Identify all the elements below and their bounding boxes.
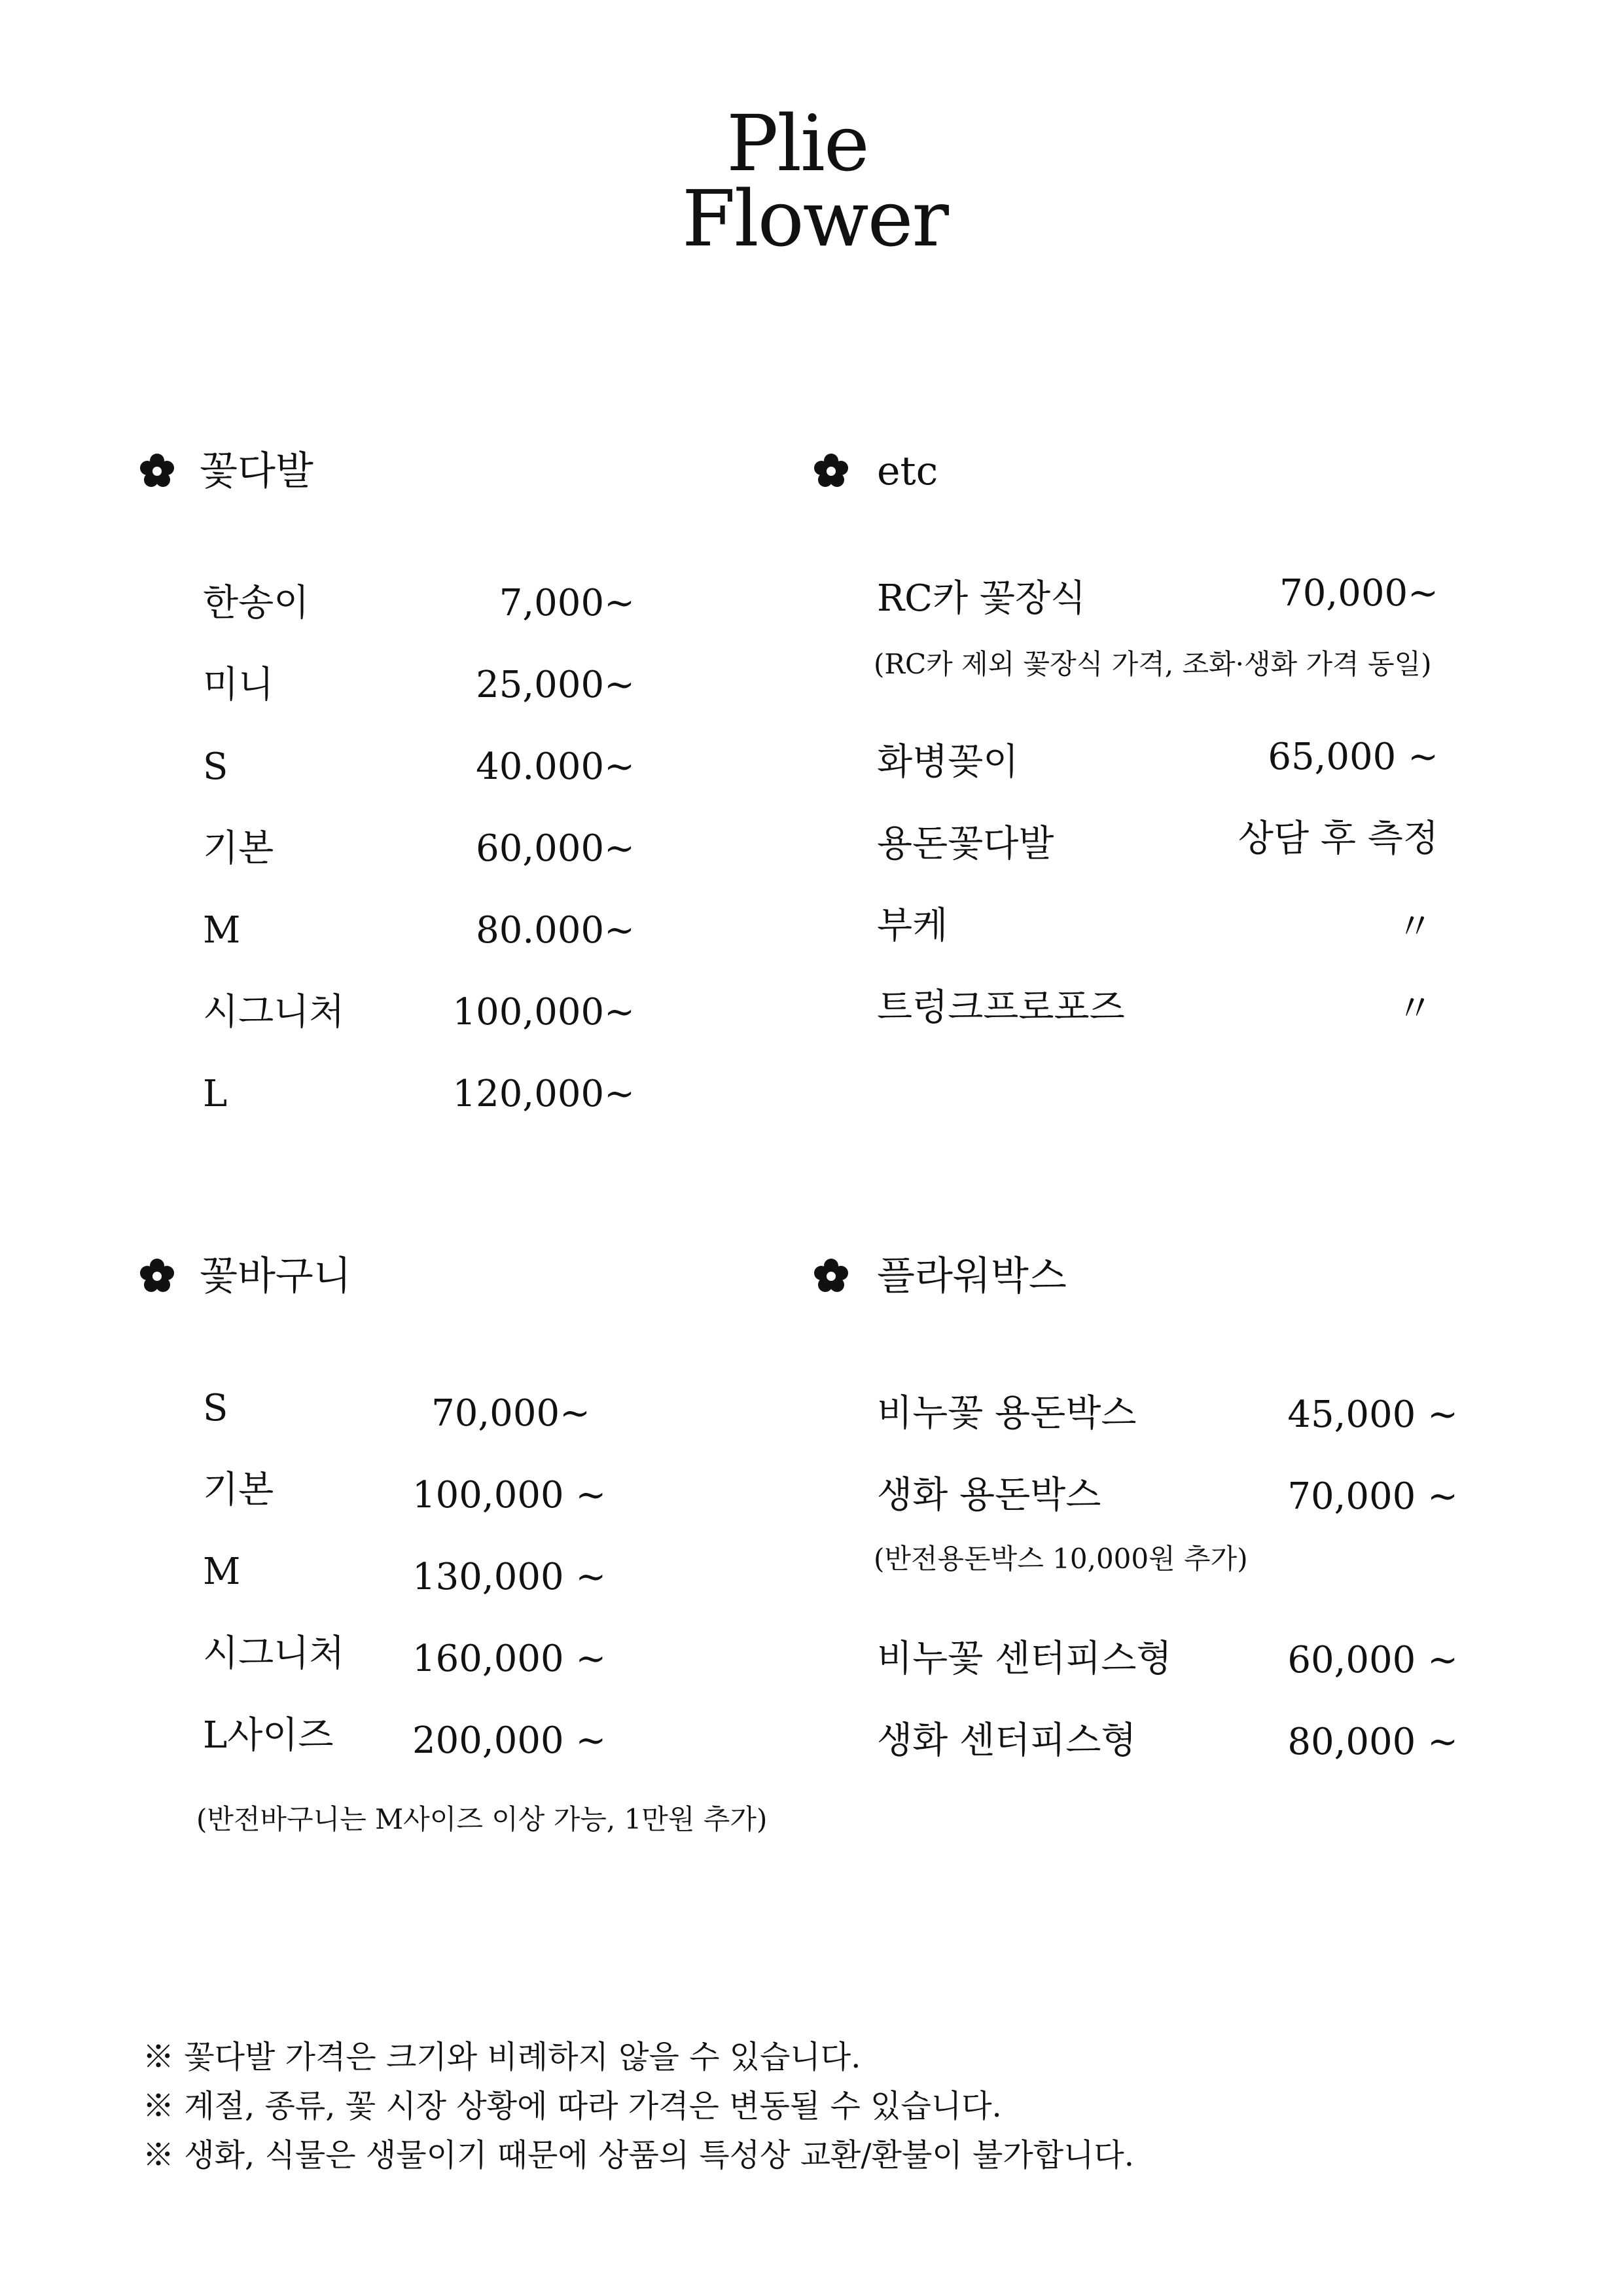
list-item-name: 시그니처 <box>203 1632 345 1675</box>
section-title-etc: etc <box>877 448 938 494</box>
list-item-price: 70,000~ <box>431 1392 590 1435</box>
list-item-name: 생화 용돈박스 <box>877 1474 1101 1516</box>
footer-note: ※ 생화, 식물은 생물이기 때문에 상품의 특성상 교환/환불이 불가합니다. <box>143 2137 1135 2174</box>
list-item-name: L <box>203 1073 228 1115</box>
list-item-price: 100,000 ~ <box>412 1474 607 1516</box>
list-item-price: 200,000 ~ <box>412 1719 607 1762</box>
list-item-name: 한송이 <box>203 582 310 624</box>
list-item-name: M <box>203 1551 241 1593</box>
basket-note: (반전바구니는 M사이즈 이상 가능, 1만원 추가) <box>196 1803 768 1835</box>
list-item-name: S <box>203 1387 228 1429</box>
list-item-name: 기본 <box>203 1469 274 1511</box>
list-item-name: 생화 센터피스형 <box>877 1719 1137 1762</box>
list-item-name: 용돈꽃다발 <box>877 823 1054 865</box>
list-item-name: 트렁크프로포즈 <box>877 986 1125 1029</box>
list-item-name: 부케 <box>877 905 948 947</box>
list-item-price: 130,000 ~ <box>412 1556 607 1598</box>
logo-line-2: Flower <box>682 173 948 264</box>
list-item-price: 100,000~ <box>452 991 635 1033</box>
list-item-name: 미니 <box>203 664 274 706</box>
list-item-name: L사이즈 <box>203 1714 334 1757</box>
list-item-price: 〃 <box>1397 988 1433 1030</box>
list-item-price: 45,000 ~ <box>1287 1393 1458 1436</box>
list-item-price: 80,000 ~ <box>1287 1721 1458 1763</box>
logo-line-1: Plie <box>726 98 868 188</box>
list-item-name: S <box>203 745 228 788</box>
list-item-name: 화병꽂이 <box>877 741 1019 783</box>
list-item-name: RC카 꽃장식 <box>877 577 1086 620</box>
etc-note: (RC카 제외 꽃장식 가격, 조화·생화 가격 동일) <box>874 648 1432 680</box>
section-title-flowerbox: 플라워박스 <box>877 1253 1067 1299</box>
logo <box>674 85 962 268</box>
list-item-price: 7,000~ <box>499 582 635 624</box>
flower-icon <box>139 1258 175 1295</box>
list-item-name: 시그니처 <box>203 991 345 1033</box>
footer-note: ※ 계절, 종류, 꽃 시장 상황에 따라 가격은 변동될 수 있습니다. <box>143 2088 1002 2125</box>
list-item-name: M <box>203 909 241 952</box>
list-item-name: 비누꽃 센터피스형 <box>877 1638 1172 1680</box>
list-item-price: 120,000~ <box>452 1073 635 1115</box>
list-item-price: 60,000 ~ <box>1287 1639 1458 1681</box>
list-item-price: 40.000~ <box>476 745 635 788</box>
list-item-price: 80.000~ <box>476 909 635 952</box>
flower-icon <box>139 453 175 490</box>
section-title-kkotdabal: 꽃다발 <box>200 448 313 494</box>
list-item-name: 기본 <box>203 827 274 870</box>
list-item-price: 〃 <box>1397 906 1433 948</box>
list-item-price: 60,000~ <box>476 827 635 870</box>
list-item-name: 비누꽃 용돈박스 <box>877 1392 1137 1435</box>
list-item-price: 65,000 ~ <box>1268 736 1438 778</box>
list-item-price: 70,000~ <box>1279 572 1438 615</box>
section-title-basket: 꽃바구니 <box>200 1253 351 1299</box>
list-item-price: 25,000~ <box>476 664 635 706</box>
flower-icon <box>813 453 849 490</box>
footer-note: ※ 꽃다발 가격은 크기와 비례하지 않을 수 있습니다. <box>143 2039 861 2075</box>
list-item-price: 70,000 ~ <box>1287 1475 1458 1518</box>
list-item-price: 상담 후 측정 <box>1238 817 1438 860</box>
flower-icon <box>813 1258 849 1295</box>
flowerbox-note: (반전용돈박스 10,000원 추가) <box>874 1543 1248 1575</box>
list-item-price: 160,000 ~ <box>412 1638 607 1680</box>
